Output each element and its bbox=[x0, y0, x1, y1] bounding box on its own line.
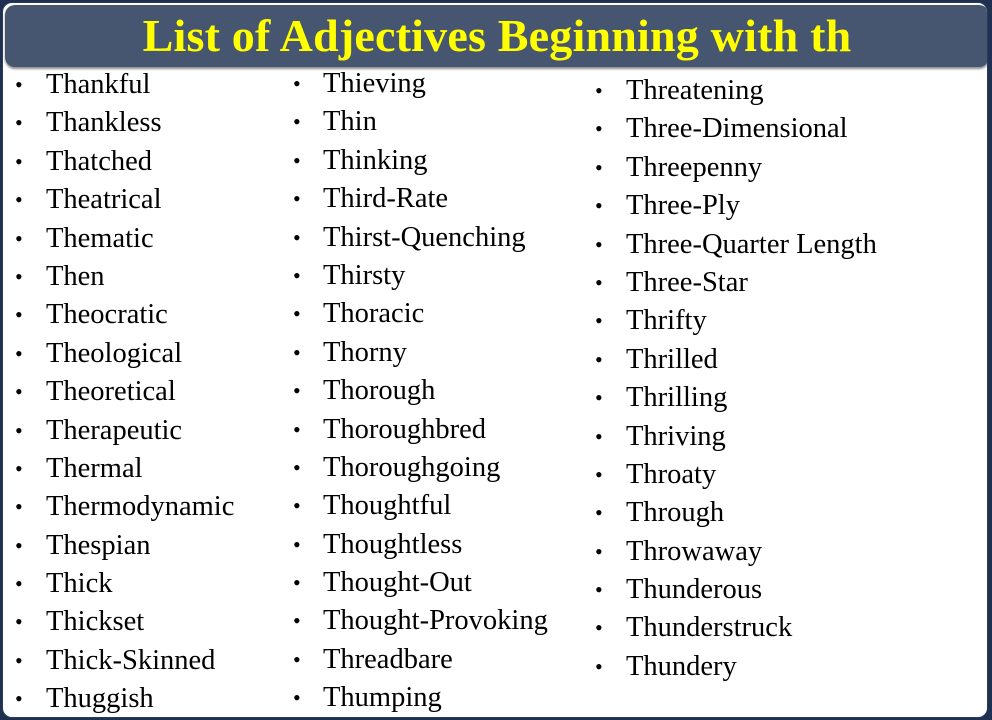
title-banner bbox=[5, 5, 988, 67]
adjective-text: Thrilling bbox=[626, 382, 728, 414]
bullet-icon: • bbox=[293, 570, 301, 596]
adjective-text: Thoroughgoing bbox=[323, 451, 501, 483]
adjective-text: Thick bbox=[46, 568, 113, 600]
adjective-text: Thirsty bbox=[323, 259, 406, 291]
bullet-icon: • bbox=[293, 147, 301, 173]
adjective-text: Therapeutic bbox=[46, 414, 183, 446]
list-item bbox=[15, 488, 285, 526]
bullet-icon: • bbox=[15, 263, 23, 289]
adjective-text: Thirst-Quenching bbox=[323, 221, 526, 253]
content-card bbox=[2, 2, 988, 718]
adjective-text: Thankless bbox=[46, 107, 162, 139]
list-item bbox=[293, 257, 583, 295]
adjective-text: Threadbare bbox=[323, 643, 453, 675]
bullet-icon: • bbox=[15, 379, 23, 405]
bullet-icon: • bbox=[293, 224, 301, 250]
bullet-icon: • bbox=[15, 686, 23, 712]
bullet-icon: • bbox=[15, 532, 23, 558]
bullet-icon: • bbox=[293, 646, 301, 672]
list-item bbox=[293, 641, 583, 679]
adjective-text: Thieving bbox=[323, 68, 426, 99]
page-title: List of Adjectives Beginning with th bbox=[142, 9, 852, 61]
list-item bbox=[595, 110, 987, 148]
bullet-icon: • bbox=[15, 647, 23, 673]
list-item bbox=[293, 334, 583, 372]
list-item bbox=[15, 680, 285, 718]
bullet-icon: • bbox=[595, 538, 603, 564]
bullet-icon: • bbox=[293, 301, 301, 327]
list-item bbox=[15, 181, 285, 219]
list-item bbox=[595, 456, 987, 494]
adjective-text: Thoughtful bbox=[323, 490, 452, 522]
adjective-text: Thundery bbox=[626, 650, 737, 682]
list-item bbox=[595, 609, 987, 647]
list-item bbox=[595, 648, 987, 686]
bullet-icon: • bbox=[595, 116, 603, 142]
list-item bbox=[293, 449, 583, 487]
bullet-icon: • bbox=[595, 500, 603, 526]
bullet-icon: • bbox=[15, 72, 23, 97]
list-item bbox=[15, 220, 285, 258]
adjective-column-1 bbox=[15, 66, 285, 718]
bullet-icon: • bbox=[595, 577, 603, 603]
bullet-icon: • bbox=[15, 225, 23, 251]
list-item bbox=[595, 418, 987, 456]
adjective-text: Thinking bbox=[323, 144, 428, 176]
bullet-icon: • bbox=[595, 461, 603, 487]
list-item bbox=[293, 372, 583, 410]
list-item bbox=[595, 187, 987, 225]
bullet-icon: • bbox=[595, 653, 603, 679]
adjective-text: Thorough bbox=[323, 375, 436, 407]
adjective-text: Thickset bbox=[46, 606, 145, 638]
adjective-text: Thin bbox=[323, 106, 377, 138]
bullet-icon: • bbox=[15, 110, 23, 136]
adjective-text: Threepenny bbox=[626, 151, 763, 183]
adjective-text: Thunderous bbox=[626, 574, 763, 606]
bullet-icon: • bbox=[15, 340, 23, 366]
list-item bbox=[595, 494, 987, 532]
adjective-text: Throaty bbox=[626, 458, 717, 490]
bullet-icon: • bbox=[293, 531, 301, 557]
list-item bbox=[595, 379, 987, 417]
list-item bbox=[595, 533, 987, 571]
adjective-text: Theoretical bbox=[46, 376, 176, 408]
bullet-icon: • bbox=[293, 186, 301, 212]
list-item bbox=[595, 226, 987, 264]
list-item bbox=[595, 149, 987, 187]
bullet-icon: • bbox=[595, 308, 603, 334]
bullet-icon: • bbox=[595, 615, 603, 641]
bullet-icon: • bbox=[293, 378, 301, 404]
adjective-text: Thoracic bbox=[323, 298, 425, 330]
list-item bbox=[293, 142, 583, 180]
adjective-text: Thorny bbox=[323, 336, 407, 368]
bullet-icon: • bbox=[293, 262, 301, 288]
list-item bbox=[595, 264, 987, 302]
list-item bbox=[595, 571, 987, 609]
adjective-text: Thought-Provoking bbox=[323, 605, 548, 637]
adjective-text: Thoroughbred bbox=[323, 413, 487, 445]
adjective-text: Thankful bbox=[46, 69, 151, 100]
list-item bbox=[293, 103, 583, 141]
adjective-column-2 bbox=[293, 65, 583, 718]
list-item bbox=[595, 341, 987, 379]
bullet-icon: • bbox=[595, 193, 603, 219]
list-item bbox=[15, 450, 285, 488]
adjective-text: Third-Rate bbox=[323, 183, 449, 215]
bullet-icon: • bbox=[293, 608, 301, 634]
adjective-text: Thought-Out bbox=[323, 567, 472, 599]
bullet-icon: • bbox=[15, 455, 23, 481]
bullet-icon: • bbox=[293, 493, 301, 519]
adjective-text: Thermal bbox=[46, 452, 143, 484]
list-item bbox=[293, 564, 583, 602]
adjective-text: Thriving bbox=[626, 420, 726, 452]
bullet-icon: • bbox=[595, 154, 603, 180]
bullet-icon: • bbox=[15, 302, 23, 328]
bullet-icon: • bbox=[15, 417, 23, 443]
list-item bbox=[293, 487, 583, 525]
list-item bbox=[293, 526, 583, 564]
list-item bbox=[293, 65, 583, 103]
bullet-icon: • bbox=[15, 148, 23, 174]
adjective-text: Through bbox=[626, 497, 725, 529]
adjective-text: Then bbox=[46, 260, 105, 292]
list-item bbox=[293, 602, 583, 640]
list-item bbox=[15, 412, 285, 450]
list-item bbox=[15, 527, 285, 565]
adjective-text: Thick-Skinned bbox=[46, 644, 216, 676]
list-item bbox=[15, 335, 285, 373]
adjective-text: Three-Star bbox=[626, 266, 748, 298]
list-item bbox=[595, 72, 987, 110]
adjective-text: Thatched bbox=[46, 145, 153, 177]
adjective-text: Three-Ply bbox=[626, 190, 740, 222]
adjective-text: Theocratic bbox=[46, 299, 168, 331]
list-item bbox=[15, 642, 285, 680]
adjective-text: Thematic bbox=[46, 222, 154, 254]
bullet-icon: • bbox=[15, 571, 23, 597]
list-item bbox=[15, 104, 285, 142]
adjective-text: Thuggish bbox=[46, 683, 154, 715]
adjective-column-3 bbox=[595, 72, 987, 686]
list-item bbox=[15, 258, 285, 296]
adjective-text: Thespian bbox=[46, 529, 151, 561]
list-item bbox=[15, 373, 285, 411]
list-item bbox=[15, 296, 285, 334]
list-item bbox=[15, 565, 285, 603]
adjective-text: Throwaway bbox=[626, 535, 763, 567]
adjective-text: Three-Dimensional bbox=[626, 113, 848, 145]
bullet-icon: • bbox=[595, 269, 603, 295]
bullet-icon: • bbox=[595, 78, 603, 103]
bullet-icon: • bbox=[293, 339, 301, 365]
list-item bbox=[293, 180, 583, 218]
bullet-icon: • bbox=[15, 609, 23, 635]
adjective-text: Theatrical bbox=[46, 184, 162, 216]
bullet-icon: • bbox=[15, 494, 23, 520]
bullet-icon: • bbox=[595, 346, 603, 372]
bullet-icon: • bbox=[15, 187, 23, 213]
bullet-icon: • bbox=[293, 416, 301, 442]
list-item bbox=[15, 66, 285, 104]
bullet-icon: • bbox=[595, 231, 603, 257]
list-item bbox=[15, 143, 285, 181]
adjective-text: Thrilled bbox=[626, 343, 718, 375]
adjective-text: Theological bbox=[46, 337, 183, 369]
adjective-text: Threatening bbox=[626, 75, 764, 106]
bullet-icon: • bbox=[293, 71, 301, 96]
adjective-text: Thoughtless bbox=[323, 528, 463, 560]
bullet-icon: • bbox=[595, 423, 603, 449]
adjective-text: Thrifty bbox=[626, 305, 707, 337]
bullet-icon: • bbox=[293, 685, 301, 711]
list-item bbox=[293, 219, 583, 257]
adjective-text: Thermodynamic bbox=[46, 491, 235, 523]
adjective-text: Thunderstruck bbox=[626, 612, 793, 644]
bullet-icon: • bbox=[293, 109, 301, 135]
bullet-icon: • bbox=[595, 385, 603, 411]
list-item bbox=[293, 295, 583, 333]
bullet-icon: • bbox=[293, 454, 301, 480]
list-item bbox=[15, 603, 285, 641]
list-item bbox=[293, 679, 583, 717]
adjective-text: Three-Quarter Length bbox=[626, 228, 877, 260]
list-item bbox=[595, 302, 987, 340]
adjective-text: Thumping bbox=[323, 682, 442, 714]
list-item bbox=[293, 411, 583, 449]
